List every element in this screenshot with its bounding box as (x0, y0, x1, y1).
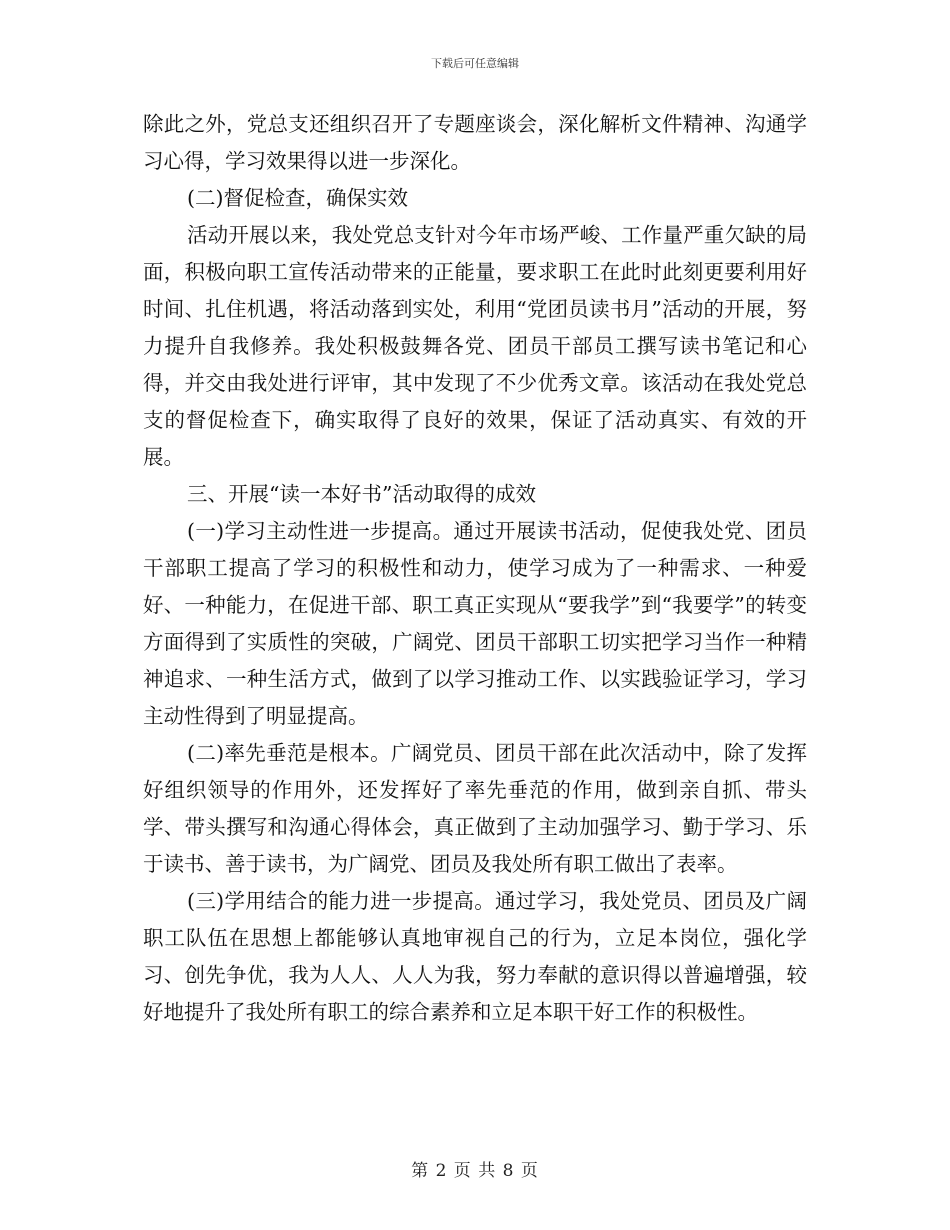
page-header: 下载后可任意编辑 (431, 57, 519, 70)
section-heading: (二)督促检查，确保实效 (187, 186, 408, 210)
paragraph: 活动开展以来，我处党总支针对今年市场严峻、工作量严重欠缺的局面，积极向职工宣传活动带来的正能量，要求职工在此时此刻更要利用好时间、扎住机遇，将活动落到实处，利用“党团员读书月”活动的开展，努力提升自我修养。我处积极鼓舞各党、团员干部员工撰写读书笔记和心得，并交由我处进行评审，其中发现了不少优秀文章。该活动在我处党总支的督促检查下，确实取得了良好的效果，保证了活动真实、有效的开展。 (143, 223, 807, 469)
paragraph: 除此之外，党总支还组织召开了专题座谈会，深化解析文件精神、沟通学习心得，学习效果得以进一步深化。 (143, 112, 807, 173)
section-heading: 三、开展“读一本好书”活动取得的成效 (187, 482, 536, 506)
page-number-footer: 第 2 页 共 8 页 (411, 1161, 539, 1181)
paragraph: (一)学习主动性进一步提高。通过开展读书活动，促使我处党、团员干部职工提高了学习的积极性和动力，使学习成为了一种需求、一种爱好、一种能力，在促进干部、职工真正实现从“要我学”到“我要学”的转变方面得到了实质性的突破，广阔党、团员干部职工切实把学习当作一种精神追求、一种生活方式，做到了以学习推动工作、以实践验证学习，学习主动性得到了明显提高。 (143, 519, 807, 728)
paragraph: (二)率先垂范是根本。广阔党员、团员干部在此次活动中，除了发挥好组织领导的作用外，还发挥好了率先垂范的作用，做到亲自抓、带头学、带头撰写和沟通心得体会，真正做到了主动加强学习、勤于学习、乐于读书、善于读书，为广阔党、团员及我处所有职工做出了表率。 (143, 741, 807, 876)
paragraph: (三)学用结合的能力进一步提高。通过学习，我处党员、团员及广阔职工队伍在思想上都能够认真地审视自己的行为，立足本岗位，强化学习、创先争优，我为人人、人人为我，努力奉献的意识得以普遍增强，较好地提升了我处所有职工的综合素养和立足本职干好工作的积极性。 (143, 889, 807, 1024)
document-body (143, 106, 807, 1031)
